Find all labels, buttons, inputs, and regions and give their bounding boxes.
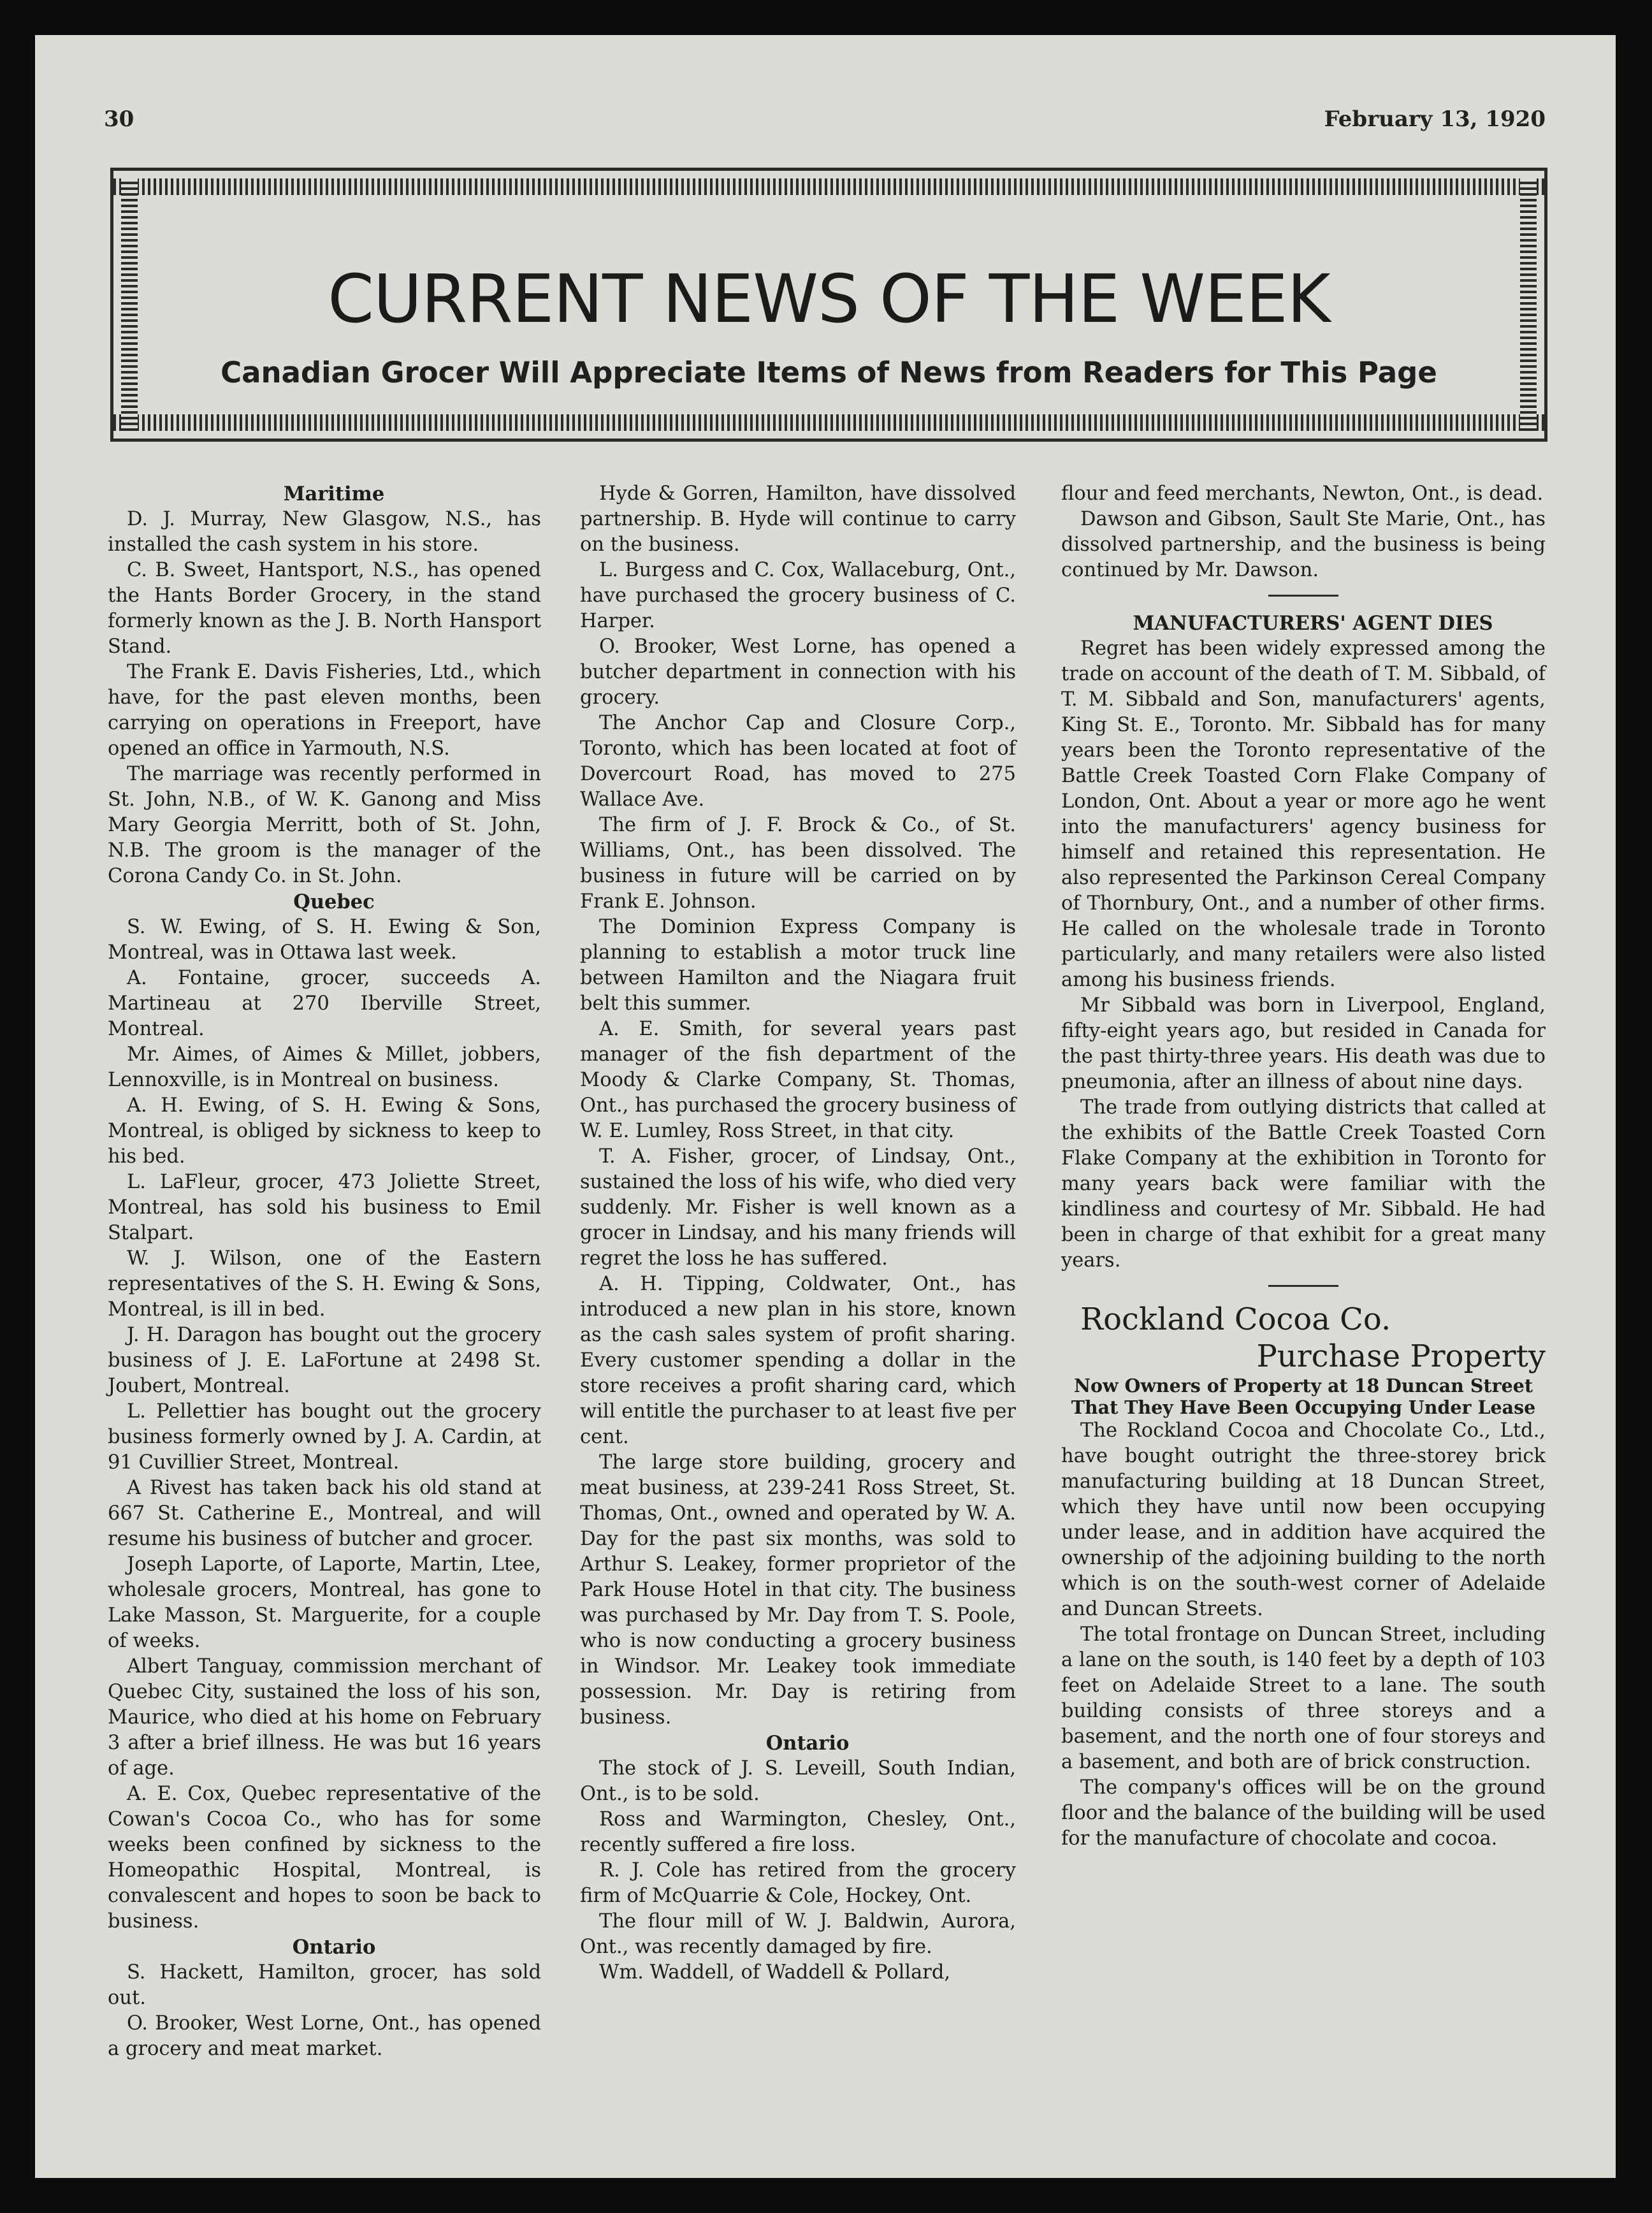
article-paragraph: Regret has been widely expressed among the trade on account of the death of T. M. Sibbald, of T. M. Sibbald and Son, manufacturers' agents, King St. E., Toronto. Mr. Sibbald has for many years been the Toronto representative of the Battle Creek Toasted Corn Flake Company of London, Ont. About a year or more ago he went into the manufacturers' agency business for himself and retained this representation. He also represented the Parkinson Cereal Company of Thornbury, Ont., and a number of other firms. He called on the wholesale trade in Toronto particularly, and many retailers were also listed among his business friends. bbox=[1061, 637, 1546, 991]
banner-rule-top bbox=[113, 178, 1544, 195]
news-item: O. Brooker, West Lorne, Ont., has opened a grocery and meat market. bbox=[108, 2012, 541, 2060]
news-item: O. Brooker, West Lorne, has opened a butcher department in connection with his grocery. bbox=[580, 635, 1016, 709]
heading-quebec: Quebec bbox=[293, 890, 375, 913]
news-item: A. Fontaine, grocer, succeeds A. Martineau at 270 Iberville Street, Montreal. bbox=[108, 967, 541, 1040]
issue-date: February 13, 1920 bbox=[1324, 106, 1546, 132]
article-paragraph: The company's offices will be on the ground floor and the balance of the building will be used for the manufacture of chocolate and cocoa. bbox=[1061, 1776, 1546, 1850]
article-paragraph: The Rockland Cocoa and Chocolate Co., Ltd., have bought outright the three-storey brick manufacturing building at 18 Duncan Street, which they have until now been occupying under lease, and in addition have acquired the ownership of the adjoining building to the north which is on the south-west corner of Adelaide and Duncan Streets. bbox=[1061, 1419, 1546, 1620]
rockland-subheadline: Now Owners of Property at 18 Duncan Street That They Have Been Occupying Under Lease bbox=[1071, 1375, 1536, 1418]
divider bbox=[1268, 595, 1338, 597]
news-item: The stock of J. S. Leveill, South Indian, Ont., is to be sold. bbox=[580, 1757, 1016, 1805]
news-item: The large store building, grocery and meat business, at 239-241 Ross Street, St. Thomas, Ont., owned and operated by W. A. Day for the past six months, was sold to Arthur S. Leakey, former proprietor of the Park House Hotel in that city. The business was purchased by Mr. Day from T. S. Poole, who is now conducting a grocery business in Windsor. Mr. Leakey took immediate possession. Mr. Day is retiring from business. bbox=[580, 1451, 1016, 1729]
news-item: W. J. Wilson, one of the Eastern representatives of the S. H. Ewing & Sons, Montreal, is ill in bed. bbox=[108, 1247, 541, 1321]
column-2 bbox=[580, 481, 1016, 1985]
news-item: L. LaFleur, grocer, 473 Joliette Street, Montreal, has sold his business to Emil Stalpart. bbox=[108, 1171, 541, 1244]
news-item: The flour mill of W. J. Baldwin, Aurora, Ont., was recently damaged by fire. bbox=[580, 1910, 1016, 1958]
section-title: CURRENT NEWS OF THE WEEK bbox=[328, 260, 1330, 338]
heading-maritime: Maritime bbox=[283, 483, 385, 505]
news-item: Mr. Aimes, of Aimes & Millet, jobbers, Lennoxville, is in Montreal on business. bbox=[108, 1043, 541, 1091]
article-paragraph: The total frontage on Duncan Street, including a lane on the south, is 140 feet by a depth of 103 feet on Adelaide Street to a lane. The south building consists of three storeys and a basement, and the north one of four storeys and a basement, and both are of brick construction. bbox=[1061, 1623, 1546, 1773]
heading-ontario-2: Ontario bbox=[765, 1732, 850, 1755]
news-item: A. E. Cox, Quebec representative of the Cowan's Cocoa Co., who has for some weeks been confined by sickness to the Homeopathic Hospital, Montreal, is convalescent and hopes to soon be back to business. bbox=[108, 1783, 541, 1933]
news-item: A. H. Tipping, Coldwater, Ont., has introduced a new plan in his store, known as the cash sales system of profit sharing. Every customer spending a dollar in the store receives a profit sharing card, which will entitle the purchaser to at least five per cent. bbox=[580, 1273, 1016, 1448]
news-item: C. B. Sweet, Hantsport, N.S., has opened the Hants Border Grocery, in the stand formerly known as the J. B. North Hansport Stand. bbox=[108, 559, 541, 658]
news-item-continued: flour and feed merchants, Newton, Ont., is dead. bbox=[1061, 483, 1544, 505]
news-item: S. Hackett, Hamilton, grocer, has sold out. bbox=[108, 1961, 541, 2009]
news-item: Dawson and Gibson, Sault Ste Marie, Ont., has dissolved partnership, and the business is being continued by Mr. Dawson. bbox=[1061, 508, 1546, 581]
news-item: Wm. Waddell, of Waddell & Pollard, bbox=[599, 1961, 951, 1984]
news-item: A. H. Ewing, of S. H. Ewing & Sons, Montreal, is obliged by sickness to keep to his bed. bbox=[108, 1094, 541, 1168]
news-item: J. H. Daragon has bought out the grocery business of J. E. LaFortune at 2498 St. Joubert, Montreal. bbox=[108, 1324, 541, 1397]
heading-ontario: Ontario bbox=[292, 1936, 376, 1959]
news-item: The firm of J. F. Brock & Co., of St. Williams, Ont., has been dissolved. The business in future will be carried on by Frank E. Johnson. bbox=[580, 814, 1016, 913]
news-item: Hyde & Gorren, Hamilton, have dissolved partnership. B. Hyde will continue to carry on the business. bbox=[580, 483, 1016, 556]
column-1 bbox=[108, 481, 541, 2062]
column-3 bbox=[1061, 481, 1546, 1852]
news-item: The Anchor Cap and Closure Corp., Toronto, which has been located at foot of Dovercourt Road, has moved to 275 Wallace Ave. bbox=[580, 712, 1016, 811]
magazine-page bbox=[35, 35, 1616, 2178]
news-item: A. E. Smith, for several years past manager of the fish department of the Moody & Clarke Company, St. Thomas, Ont., has purchased the grocery business of W. E. Lumley, Ross Street, in that city. bbox=[580, 1018, 1016, 1142]
news-item: The Dominion Express Company is planning to establish a motor truck line between Hamilton and the Niagara fruit belt this summer. bbox=[580, 916, 1016, 1015]
news-item: S. W. Ewing, of S. H. Ewing & Son, Montreal, was in Ottawa last week. bbox=[108, 916, 541, 964]
news-item: Ross and Warmington, Chesley, Ont., recently suffered a fire loss. bbox=[580, 1808, 1016, 1856]
news-item: R. J. Cole has retired from the grocery firm of McQuarrie & Cole, Hockey, Ont. bbox=[580, 1859, 1016, 1907]
article-paragraph: Mr Sibbald was born in Liverpool, England, fifty-eight years ago, but resided in Canada for the past thirty-three years. His death was due to pneumonia, after an illness of about nine days. bbox=[1061, 994, 1546, 1093]
heading-agent-dies: MANUFACTURERS' AGENT DIES bbox=[1133, 612, 1493, 635]
article-paragraph: The trade from outlying districts that called at the exhibits of the Battle Creek Toasted Corn Flake Company at the exhibition in Toronto for many years back were familiar with the kindliness and courtesy of Mr. Sibbald. He had been in charge of that exhibit for a great many years. bbox=[1061, 1096, 1546, 1272]
news-item: The marriage was recently performed in St. John, N.B., of W. K. Ganong and Miss Mary Georgia Merritt, both of St. John, N.B. The groom is the manager of the Corona Candy Co. in St. John. bbox=[108, 763, 541, 887]
news-item: Albert Tanguay, commission merchant of Quebec City, sustained the loss of his son, Maurice, who died at his home on February 3 after a brief illness. He was but 16 years of age. bbox=[108, 1655, 541, 1780]
page-number: 30 bbox=[104, 106, 134, 132]
news-item: L. Burgess and C. Cox, Wallaceburg, Ont., have purchased the grocery business of C. Harper. bbox=[580, 559, 1016, 632]
banner-rule-bottom bbox=[113, 414, 1544, 431]
news-item: Joseph Laporte, of Laporte, Martin, Ltee, wholesale grocers, Montreal, has gone to Lake Masson, St. Marguerite, for a couple of weeks. bbox=[108, 1553, 541, 1652]
section-banner bbox=[110, 168, 1547, 442]
news-item: T. A. Fisher, grocer, of Lindsay, Ont., sustained the loss of his wife, who died very suddenly. Mr. Fisher is well known as a grocer in Lindsay, and his many friends will regret the loss he has suffered. bbox=[580, 1145, 1016, 1270]
section-subtitle: Canadian Grocer Will Appreciate Items of News from Readers for This Page bbox=[221, 356, 1437, 389]
rockland-headline-line2: Purchase Property bbox=[1256, 1339, 1546, 1374]
news-item: L. Pellettier has bought out the grocery business formerly owned by J. A. Cardin, at 91 Cuvillier Street, Montreal. bbox=[108, 1400, 541, 1474]
divider bbox=[1268, 1285, 1338, 1287]
news-item: A Rivest has taken back his old stand at 667 St. Catherine E., Montreal, and will resume his business of butcher and grocer. bbox=[108, 1477, 541, 1550]
news-item: D. J. Murray, New Glasgow, N.S., has installed the cash system in his store. bbox=[108, 508, 541, 556]
news-item: The Frank E. Davis Fisheries, Ltd., which have, for the past eleven months, been carrying on operations in Freeport, have opened an office in Yarmouth, N.S. bbox=[108, 661, 541, 760]
rockland-headline-line1: Rockland Cocoa Co. bbox=[1080, 1302, 1391, 1337]
